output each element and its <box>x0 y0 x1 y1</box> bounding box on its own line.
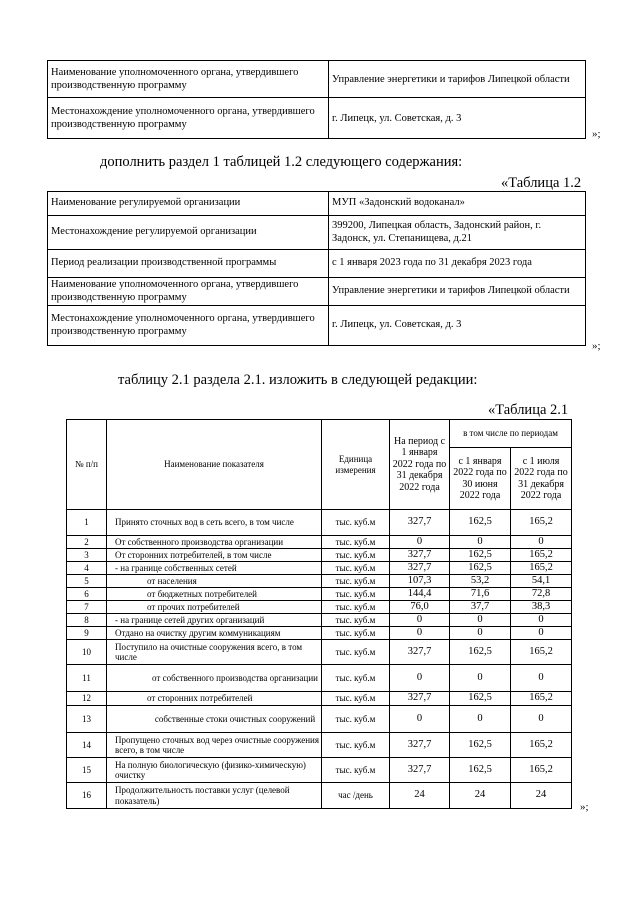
cell-num: 1 <box>67 510 107 536</box>
row-label: Местонахождение уполномоченного органа, утвердившего производственную программу <box>48 306 329 346</box>
cell-name: Поступило на очистные сооружения всего, в том числе <box>107 640 322 665</box>
table-row <box>48 216 586 250</box>
table-row <box>67 783 572 809</box>
cell-half2: 24 <box>511 783 572 809</box>
cell-half1: 53,2 <box>450 575 511 588</box>
header-including: в том числе по периодам <box>450 420 572 448</box>
row-value: Управление энергетики и тарифов Липецкой области <box>329 61 586 98</box>
header-unit: Единица измерения <box>322 420 390 510</box>
header-period: На период с 1 января 2022 года по 31 декабря 2022 года <box>390 420 450 510</box>
cell-name: - на границе сетей других организаций <box>107 614 322 627</box>
table-row <box>67 601 572 614</box>
cell-name: На полную биологическую (физико-химическую) очистку <box>107 758 322 783</box>
cell-unit: тыс. куб.м <box>322 614 390 627</box>
cell-unit: тыс. куб.м <box>322 692 390 706</box>
cell-half1: 162,5 <box>450 510 511 536</box>
cell-half1: 71,6 <box>450 588 511 601</box>
cell-half1: 0 <box>450 627 511 640</box>
cell-name: Пропущено сточных вод через очистные сооружения всего, в том числе <box>107 733 322 758</box>
cell-half2: 165,2 <box>511 549 572 562</box>
cell-unit: тыс. куб.м <box>322 706 390 733</box>
cell-unit: час /день <box>322 783 390 809</box>
table-row <box>48 192 586 216</box>
cell-half1: 0 <box>450 706 511 733</box>
cell-total: 0 <box>390 706 450 733</box>
table-row <box>67 536 572 549</box>
cell-half2: 0 <box>511 665 572 692</box>
header-half1: с 1 января 2022 года по 30 июня 2022 года <box>450 448 511 510</box>
cell-unit: тыс. куб.м <box>322 640 390 665</box>
cell-total: 327,7 <box>390 692 450 706</box>
cell-half2: 165,2 <box>511 758 572 783</box>
cell-name: От сторонних потребителей, в том числе <box>107 549 322 562</box>
table-caption: «Таблица 2.1 <box>488 402 569 418</box>
cell-name: от сторонних потребителей <box>107 692 322 706</box>
header-half2: с 1 июля 2022 года по 31 декабря 2022 года <box>511 448 572 510</box>
cell-name: собственные стоки очистных сооружений <box>107 706 322 733</box>
table-row <box>67 614 572 627</box>
end-mark: »; <box>580 801 589 813</box>
table-row <box>67 692 572 706</box>
cell-num: 11 <box>67 665 107 692</box>
cell-total: 327,7 <box>390 640 450 665</box>
row-value: Управление энергетики и тарифов Липецкой области <box>329 278 586 306</box>
table-row <box>48 250 586 278</box>
cell-total: 327,7 <box>390 549 450 562</box>
cell-unit: тыс. куб.м <box>322 510 390 536</box>
table-header-row <box>67 420 572 448</box>
table-row <box>48 278 586 306</box>
table-row <box>67 549 572 562</box>
cell-name: - на границе собственных сетей <box>107 562 322 575</box>
cell-num: 6 <box>67 588 107 601</box>
cell-num: 2 <box>67 536 107 549</box>
header-name: Наименование показателя <box>107 420 322 510</box>
row-label: Наименование уполномоченного органа, утвердившего производственную программу <box>48 278 329 306</box>
header-num: № п/п <box>67 420 107 510</box>
table-row <box>67 627 572 640</box>
cell-total: 327,7 <box>390 562 450 575</box>
cell-num: 12 <box>67 692 107 706</box>
cell-name: от прочих потребителей <box>107 601 322 614</box>
cell-half1: 162,5 <box>450 758 511 783</box>
table-row <box>67 562 572 575</box>
cell-unit: тыс. куб.м <box>322 601 390 614</box>
cell-name: Отдано на очистку другим коммуникациям <box>107 627 322 640</box>
cell-total: 0 <box>390 614 450 627</box>
end-mark: »; <box>592 340 601 352</box>
cell-half1: 24 <box>450 783 511 809</box>
cell-unit: тыс. куб.м <box>322 536 390 549</box>
cell-half2: 0 <box>511 627 572 640</box>
row-label: Наименование регулируемой организации <box>48 192 329 216</box>
cell-half2: 38,3 <box>511 601 572 614</box>
cell-name: Принято сточных вод в сеть всего, в том числе <box>107 510 322 536</box>
row-value: с 1 января 2023 года по 31 декабря 2023 года <box>329 250 586 278</box>
table-row <box>67 640 572 665</box>
cell-half1: 162,5 <box>450 549 511 562</box>
cell-half2: 0 <box>511 614 572 627</box>
row-value: г. Липецк, ул. Советская, д. 3 <box>329 306 586 346</box>
row-value: МУП «Задонский водоканал» <box>329 192 586 216</box>
cell-half1: 0 <box>450 614 511 627</box>
table-row <box>48 98 586 139</box>
row-label: Местонахождение регулируемой организации <box>48 216 329 250</box>
cell-half2: 165,2 <box>511 692 572 706</box>
cell-half2: 0 <box>511 706 572 733</box>
cell-half1: 162,5 <box>450 640 511 665</box>
cell-unit: тыс. куб.м <box>322 549 390 562</box>
row-value: 399200, Липецкая область, Задонский район, г. Задонск, ул. Степанищева, д.21 <box>329 216 586 250</box>
cell-total: 0 <box>390 536 450 549</box>
cell-name: Продолжительность поставки услуг (целевой показатель) <box>107 783 322 809</box>
table-2-1 <box>66 419 572 809</box>
cell-unit: тыс. куб.м <box>322 588 390 601</box>
row-label: Местонахождение уполномоченного органа, утвердившего производственную программу <box>48 98 329 139</box>
cell-unit: тыс. куб.м <box>322 627 390 640</box>
cell-name: От собственного производства организации <box>107 536 322 549</box>
cell-unit: тыс. куб.м <box>322 758 390 783</box>
cell-half2: 165,2 <box>511 510 572 536</box>
cell-half2: 165,2 <box>511 562 572 575</box>
cell-num: 5 <box>67 575 107 588</box>
cell-half2: 72,8 <box>511 588 572 601</box>
cell-total: 327,7 <box>390 758 450 783</box>
table-1-2 <box>47 191 586 346</box>
row-label: Наименование уполномоченного органа, утвердившего производственную программу <box>48 61 329 98</box>
table-row <box>67 510 572 536</box>
cell-half2: 0 <box>511 536 572 549</box>
cell-total: 144,4 <box>390 588 450 601</box>
cell-num: 14 <box>67 733 107 758</box>
cell-num: 13 <box>67 706 107 733</box>
cell-unit: тыс. куб.м <box>322 733 390 758</box>
cell-num: 8 <box>67 614 107 627</box>
table-row <box>67 575 572 588</box>
table-authority-info <box>47 60 586 139</box>
cell-num: 15 <box>67 758 107 783</box>
cell-half1: 162,5 <box>450 692 511 706</box>
cell-total: 327,7 <box>390 733 450 758</box>
table-row <box>48 61 586 98</box>
end-mark: »; <box>592 128 601 140</box>
cell-num: 4 <box>67 562 107 575</box>
cell-total: 76,0 <box>390 601 450 614</box>
cell-name: от бюджетных потребителей <box>107 588 322 601</box>
cell-num: 9 <box>67 627 107 640</box>
cell-half2: 54,1 <box>511 575 572 588</box>
paragraph-add-table: дополнить раздел 1 таблицей 1.2 следующего содержания: <box>100 154 463 170</box>
cell-total: 0 <box>390 665 450 692</box>
table-row <box>67 706 572 733</box>
table-row <box>67 665 572 692</box>
cell-num: 16 <box>67 783 107 809</box>
cell-half1: 37,7 <box>450 601 511 614</box>
cell-total: 327,7 <box>390 510 450 536</box>
cell-total: 107,3 <box>390 575 450 588</box>
cell-half1: 162,5 <box>450 733 511 758</box>
cell-unit: тыс. куб.м <box>322 665 390 692</box>
cell-unit: тыс. куб.м <box>322 575 390 588</box>
table-row <box>67 733 572 758</box>
cell-half2: 165,2 <box>511 733 572 758</box>
cell-half1: 162,5 <box>450 562 511 575</box>
table-row <box>48 306 586 346</box>
cell-num: 10 <box>67 640 107 665</box>
cell-total: 24 <box>390 783 450 809</box>
cell-name: от населения <box>107 575 322 588</box>
cell-num: 7 <box>67 601 107 614</box>
row-label: Период реализации производственной программы <box>48 250 329 278</box>
cell-half2: 165,2 <box>511 640 572 665</box>
paragraph-table-edit: таблицу 2.1 раздела 2.1. изложить в следующей редакции: <box>118 372 478 388</box>
row-value: г. Липецк, ул. Советская, д. 3 <box>329 98 586 139</box>
table-row <box>67 758 572 783</box>
table-caption: «Таблица 1.2 <box>501 175 582 191</box>
cell-half1: 0 <box>450 536 511 549</box>
cell-unit: тыс. куб.м <box>322 562 390 575</box>
cell-half1: 0 <box>450 665 511 692</box>
cell-total: 0 <box>390 627 450 640</box>
cell-name: от собственного производства организации <box>107 665 322 692</box>
cell-num: 3 <box>67 549 107 562</box>
table-row <box>67 588 572 601</box>
